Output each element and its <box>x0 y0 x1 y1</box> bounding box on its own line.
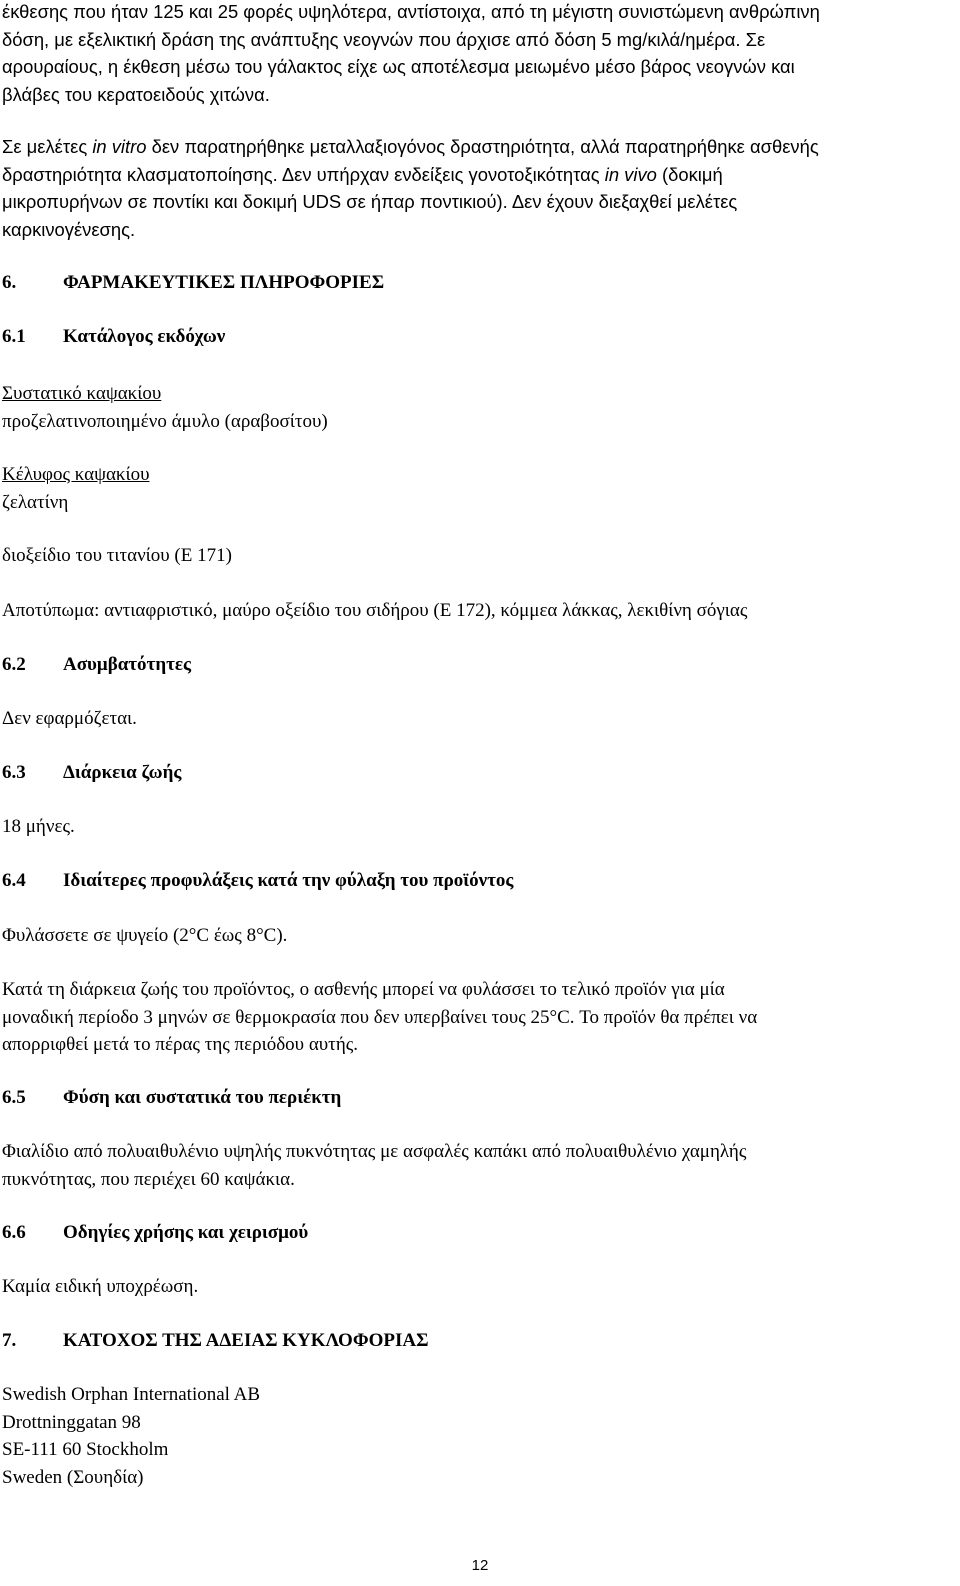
section-6-4-heading: 6.4 Ιδιαίτερες προφυλάξεις κατά την φύλαξη του προϊόντος <box>2 870 514 891</box>
section-6-1-heading: 6.1 Κατάλογος εκδόχων <box>2 326 226 347</box>
capsule-shell <box>2 461 948 516</box>
section-6-6-heading: 6.6 Οδηγίες χρήσης και χειρισμού <box>2 1222 309 1243</box>
invitro-line-2: δραστηριότητα κλασματοποίησης. Δεν υπήρχαν ενδείξεις γονοτοξικότητας in vivo (δοκιμή <box>2 163 723 185</box>
incompatibilities-text: Δεν εφαρμόζεται. <box>2 708 137 729</box>
intro-line-4: βλάβες του κερατοειδούς χιτώνα. <box>2 83 270 105</box>
storage-line-3: απορριφθεί μετά το πέρας της περιόδου αυτής. <box>2 1034 359 1055</box>
storage-text: Φυλάσσετε σε ψυγείο (2°C έως 8°C). <box>2 925 288 946</box>
address-street: Drottninggatan 98 <box>2 1411 141 1433</box>
marketing-holder-address <box>2 1381 948 1491</box>
invitro-line-1: Σε μελέτες in vitro δεν παρατηρήθηκε μεταλλαξιογόνος δραστηριότητα, αλλά παρατηρήθηκε ασθενής <box>2 136 819 157</box>
container-paragraph <box>2 1138 948 1193</box>
section-6-2-heading: 6.2 Ασυμβατότητες <box>2 654 191 675</box>
invitro-line-3: μικροπυρήνων σε ποντίκι και δοκιμή UDS σε ήπαρ ποντικιού). Δεν έχουν διεξαχθεί μελέτες <box>2 191 738 212</box>
intro-line-2: δόση, με εξελικτική δράση της ανάπτυξης νεογνών που άρχισε από δόση 5 mg/κιλά/ημέρα. Σε <box>2 28 766 50</box>
storage-line-1: Κατά τη διάρκεια ζωής του προϊόντος, ο ασθενής μπορεί να φυλάσσει το τελικό προϊόν για μία <box>2 979 725 1000</box>
storage-line-2: μοναδική περίοδο 3 μηνών σε θερμοκρασία που δεν υπερβαίνει τους 25°C. Το προϊόν θα πρέπει να <box>2 1006 758 1028</box>
address-country: Sweden (Σουηδία) <box>2 1466 144 1488</box>
page-number: 12 <box>471 1557 489 1574</box>
address-city: SE-111 60 Stockholm <box>2 1439 169 1460</box>
intro-paragraph <box>2 0 948 108</box>
capsule-content-label: Συστατικό καψακίου <box>2 383 162 404</box>
capsule-shell-label: Κέλυφος καψακίου <box>2 464 150 485</box>
capsule-content-value: προζελατινοποιημένο άμυλο (αραβοσίτου) <box>2 410 328 432</box>
invitro-paragraph <box>2 133 948 243</box>
company-name: Swedish Orphan International AB <box>2 1384 261 1405</box>
intro-line-1: έκθεσης που ήταν 125 και 25 φορές υψηλότερα, αντίστοιχα, από τη μέγιστη συνιστώμενη ανθρώπινη <box>2 1 820 22</box>
container-line-2: πυκνότητας, που περιέχει 60 καψάκια. <box>2 1168 295 1190</box>
container-line-1: Φιαλίδιο από πολυαιθυλένιο υψηλής πυκνότητας με ασφαλές καπάκι από πολυαιθυλένιο χαμηλής <box>2 1141 747 1162</box>
capsule-shell-gelatin: ζελατίνη <box>2 491 69 513</box>
shelf-life-text: 18 μήνες. <box>2 816 75 837</box>
capsule-shell-titanium: διοξείδιο του τιτανίου (E 171) <box>2 545 232 566</box>
section-7-heading: 7. ΚΑΤΟΧΟΣ ΤΗΣ ΑΔΕΙΑΣ ΚΥΚΛΟΦΟΡΙΑΣ <box>2 1330 429 1351</box>
section-6-3-heading: 6.3 Διάρκεια ζωής <box>2 762 182 783</box>
section-6-5-heading: 6.5 Φύση και συστατικά του περιέκτη <box>2 1087 342 1108</box>
handling-text: Καμία ειδική υποχρέωση. <box>2 1276 199 1297</box>
storage-paragraph <box>2 976 948 1059</box>
intro-line-3: αρουραίους, η έκθεση μέσω του γάλακτος είχε ως αποτέλεσμα μειωμένο μέσο βάρος νεογνών και <box>2 56 795 77</box>
capsule-content <box>2 380 948 435</box>
invitro-line-4: καρκινογένεσης. <box>2 218 136 240</box>
imprint-line: Αποτύπωμα: αντιαφριστικό, μαύρο οξείδιο του σιδήρου (E 172), κόμμεα λάκκας, λεκιθίνη σόγιας <box>2 600 748 621</box>
section-6-heading: 6. ΦΑΡΜΑΚΕΥΤΙΚΕΣ ΠΛΗΡΟΦΟΡΙΕΣ <box>2 272 385 293</box>
